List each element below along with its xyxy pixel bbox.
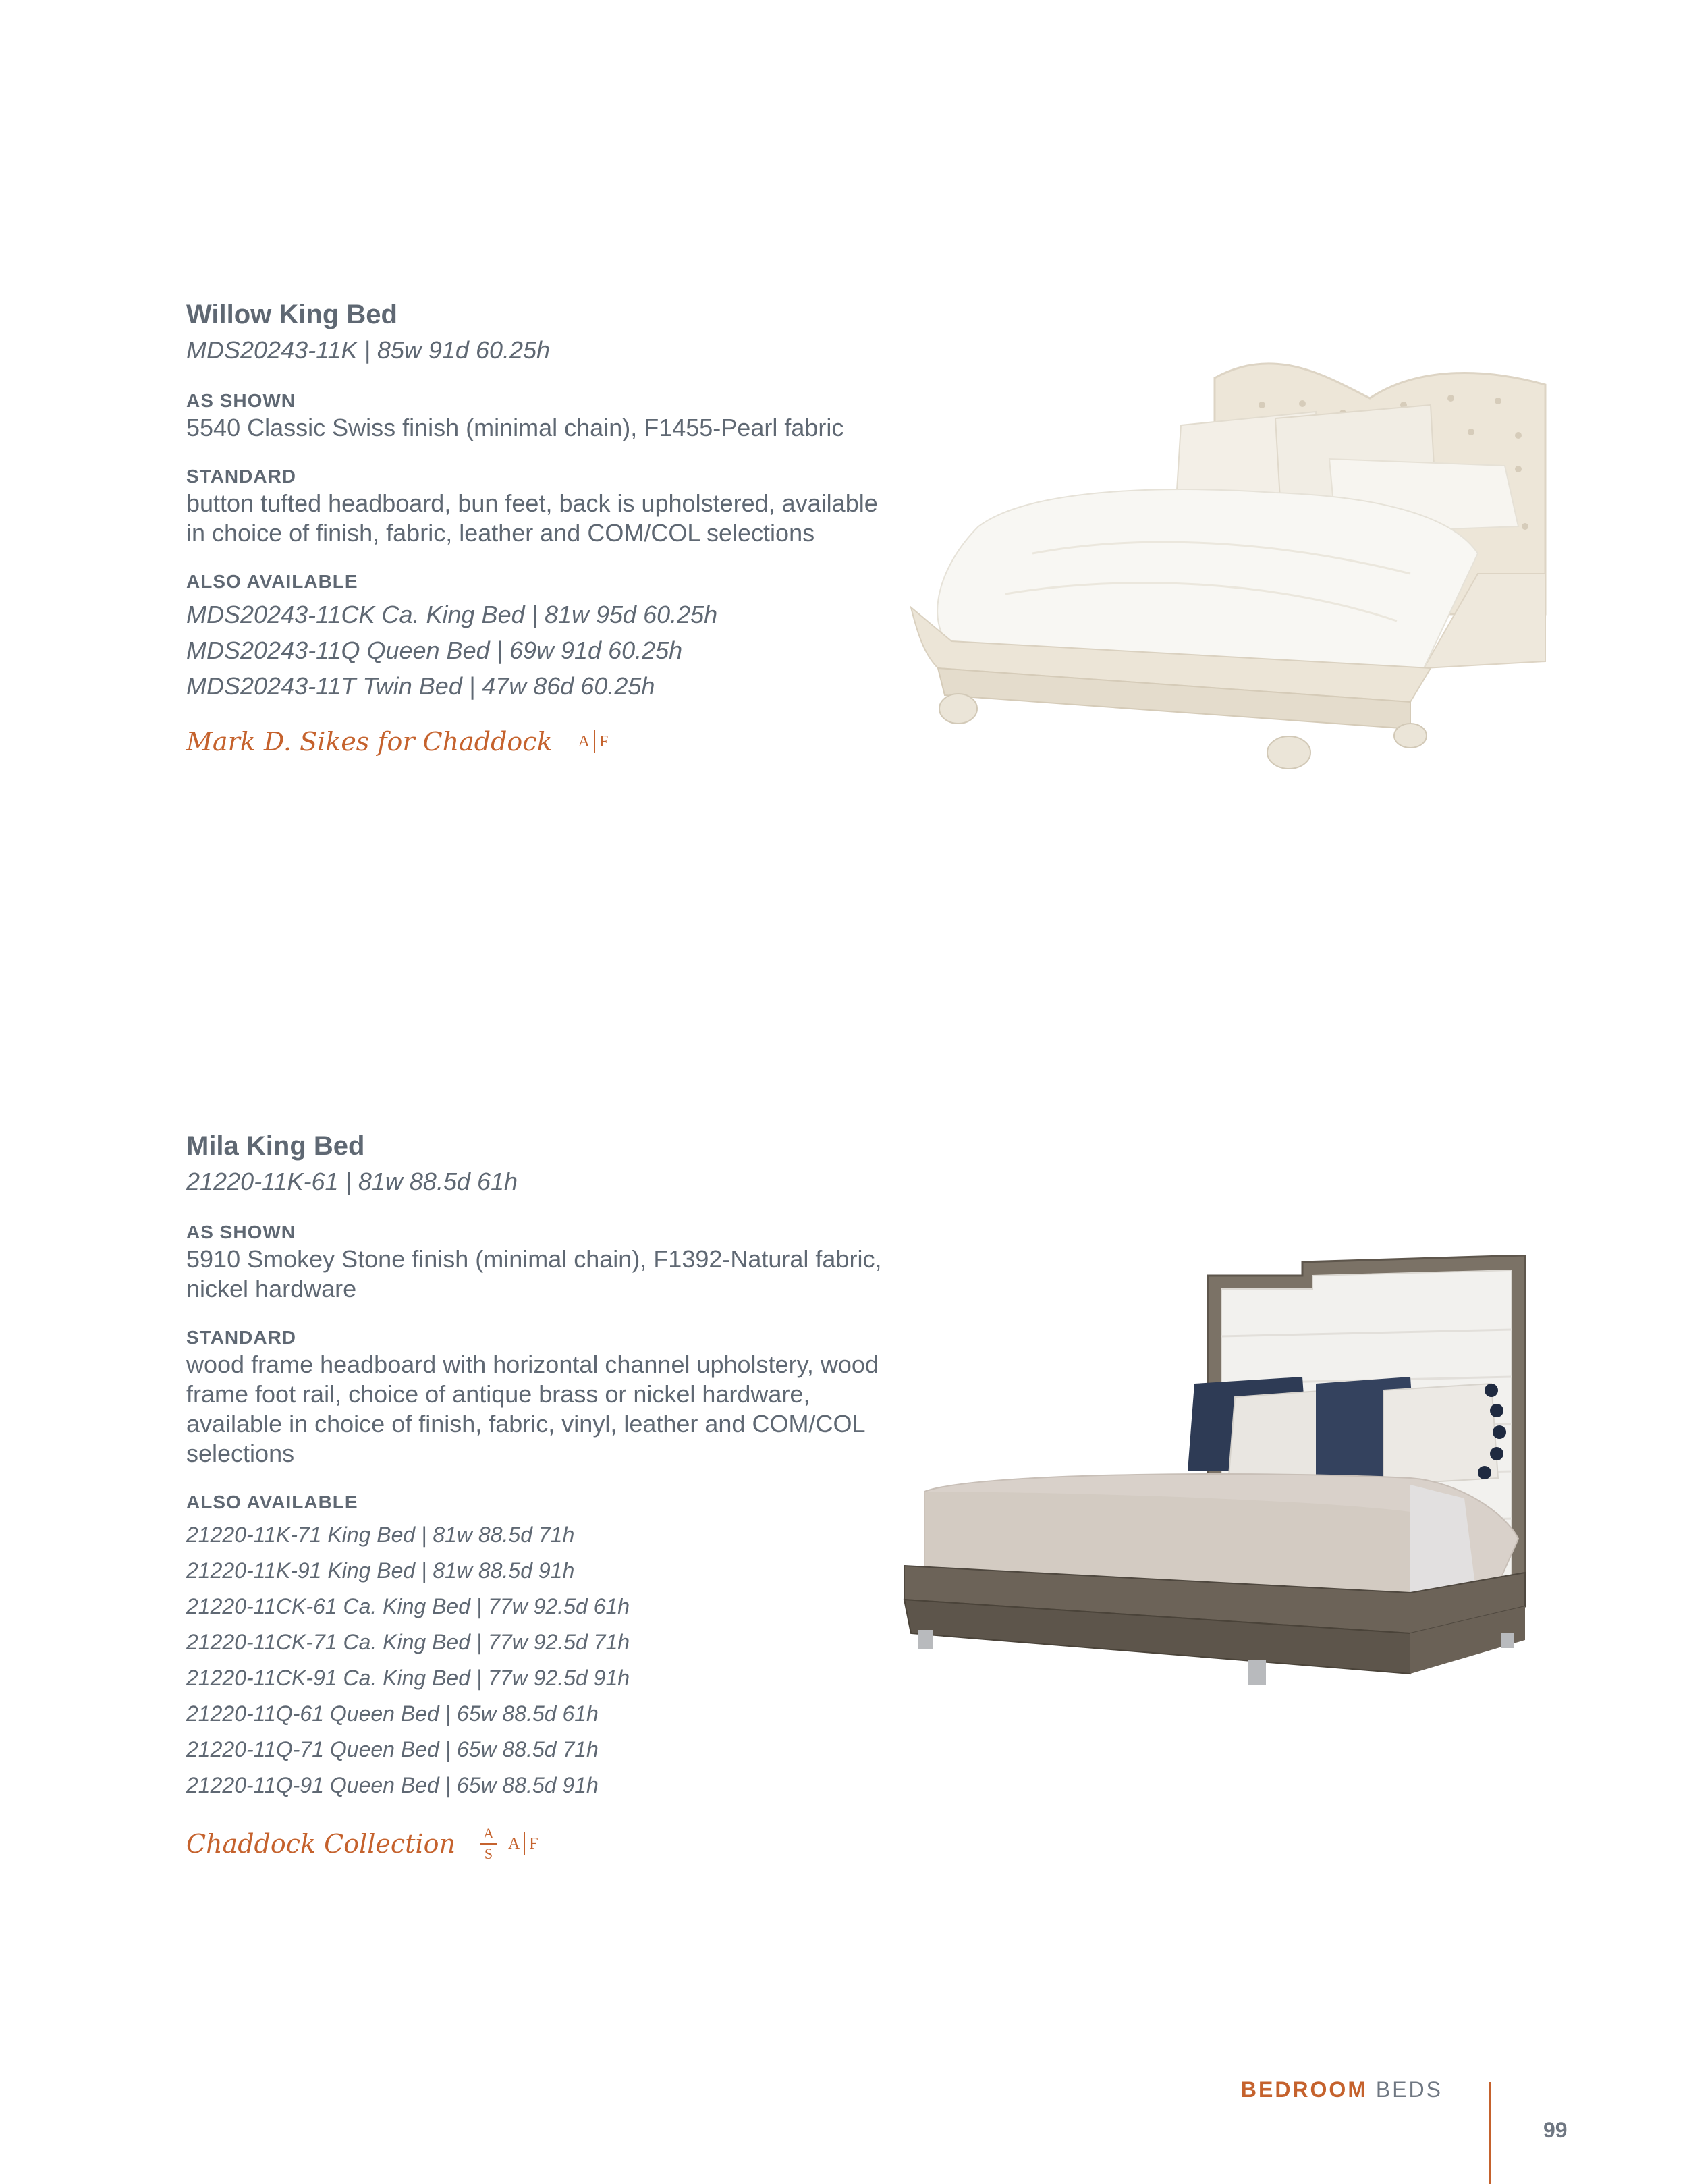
list-item: 21220-11CK-71 Ca. King Bed | 77w 92.5d 71h bbox=[186, 1630, 630, 1654]
page-number: 99 bbox=[1543, 2118, 1568, 2142]
as-mark-divider bbox=[480, 1843, 497, 1845]
mila-bed-photo bbox=[897, 1255, 1539, 1741]
footer-category bbox=[1241, 2077, 1443, 2102]
collection-signature bbox=[186, 727, 895, 757]
product-code: MDS20243-11K | 85w 91d 60.25h bbox=[186, 336, 551, 364]
also-available-label: ALSO AVAILABLE bbox=[186, 571, 358, 592]
product-mila-king-bed bbox=[186, 1128, 895, 1861]
list-item: MDS20243-11T Twin Bed | 47w 86d 60.25h bbox=[186, 672, 655, 700]
willow-bed-photo bbox=[897, 351, 1559, 783]
bed-image bbox=[897, 1255, 1539, 1741]
footer-divider bbox=[1489, 2082, 1491, 2184]
product-willow-king-bed bbox=[186, 297, 895, 757]
standard-label: STANDARD bbox=[186, 466, 297, 487]
list-item: 21220-11Q-61 Queen Bed | 65w 88.5d 61h bbox=[186, 1701, 599, 1726]
list-item: MDS20243-11Q Queen Bed | 69w 91d 60.25h bbox=[186, 636, 683, 664]
af-mark-divider bbox=[524, 1832, 525, 1855]
af-mark-right: F bbox=[599, 732, 609, 750]
as-mark bbox=[480, 1826, 497, 1861]
af-mark-left: A bbox=[507, 1834, 520, 1853]
list-item: 21220-11CK-91 Ca. King Bed | 77w 92.5d 91h bbox=[186, 1666, 630, 1690]
bed-image bbox=[897, 351, 1559, 783]
list-item: 21220-11K-91 King Bed | 81w 88.5d 91h bbox=[186, 1558, 575, 1583]
also-available-list bbox=[186, 1517, 895, 1803]
af-mark bbox=[508, 1832, 538, 1855]
collection-name: Mark D. Sikes for Chaddock bbox=[186, 727, 553, 757]
list-item: 21220-11CK-61 Ca. King Bed | 77w 92.5d 61h bbox=[186, 1594, 630, 1618]
as-shown-label: AS SHOWN bbox=[186, 390, 296, 411]
as-shown-text: 5910 Smokey Stone finish (minimal chain), F1392-Natural fabric, nickel hardware bbox=[186, 1245, 882, 1303]
also-available-list bbox=[186, 597, 895, 704]
footer-category-sub: BEDS bbox=[1375, 2077, 1443, 2102]
standard-text: wood frame headboard with horizontal channel upholstery, wood frame foot rail, choice of antique brass or nickel hardware, available in choice of finish, fabric, vinyl, leather and COM/COL selections bbox=[186, 1350, 879, 1467]
product-code: 21220-11K-61 | 81w 88.5d 61h bbox=[186, 1168, 518, 1195]
product-title: Willow King Bed bbox=[186, 300, 397, 329]
collection-signature bbox=[186, 1826, 895, 1861]
standard-text: button tufted headboard, bun feet, back is upholstered, available in choice of finish, fabric, leather and COM/COL selections bbox=[186, 489, 878, 547]
footer-category-main: BEDROOM bbox=[1240, 2077, 1368, 2102]
list-item: 21220-11Q-71 Queen Bed | 65w 88.5d 71h bbox=[186, 1737, 599, 1762]
list-item: 21220-11K-71 King Bed | 81w 88.5d 71h bbox=[186, 1523, 575, 1547]
as-mark-bottom: S bbox=[484, 1845, 493, 1862]
as-shown-label: AS SHOWN bbox=[186, 1222, 296, 1243]
standard-label: STANDARD bbox=[186, 1327, 297, 1348]
list-item: 21220-11Q-91 Queen Bed | 65w 88.5d 91h bbox=[186, 1773, 599, 1797]
as-shown-text: 5540 Classic Swiss finish (minimal chain), F1455-Pearl fabric bbox=[186, 414, 844, 441]
collection-name: Chaddock Collection bbox=[186, 1829, 455, 1859]
product-title: Mila King Bed bbox=[186, 1131, 365, 1161]
as-mark-top: A bbox=[482, 1825, 494, 1842]
af-mark-divider bbox=[594, 730, 595, 753]
also-available-label: ALSO AVAILABLE bbox=[186, 1492, 358, 1512]
af-mark bbox=[578, 730, 609, 753]
af-mark-left: A bbox=[578, 732, 590, 750]
list-item: MDS20243-11CK Ca. King Bed | 81w 95d 60.25h bbox=[186, 601, 718, 628]
af-mark-right: F bbox=[529, 1834, 538, 1853]
